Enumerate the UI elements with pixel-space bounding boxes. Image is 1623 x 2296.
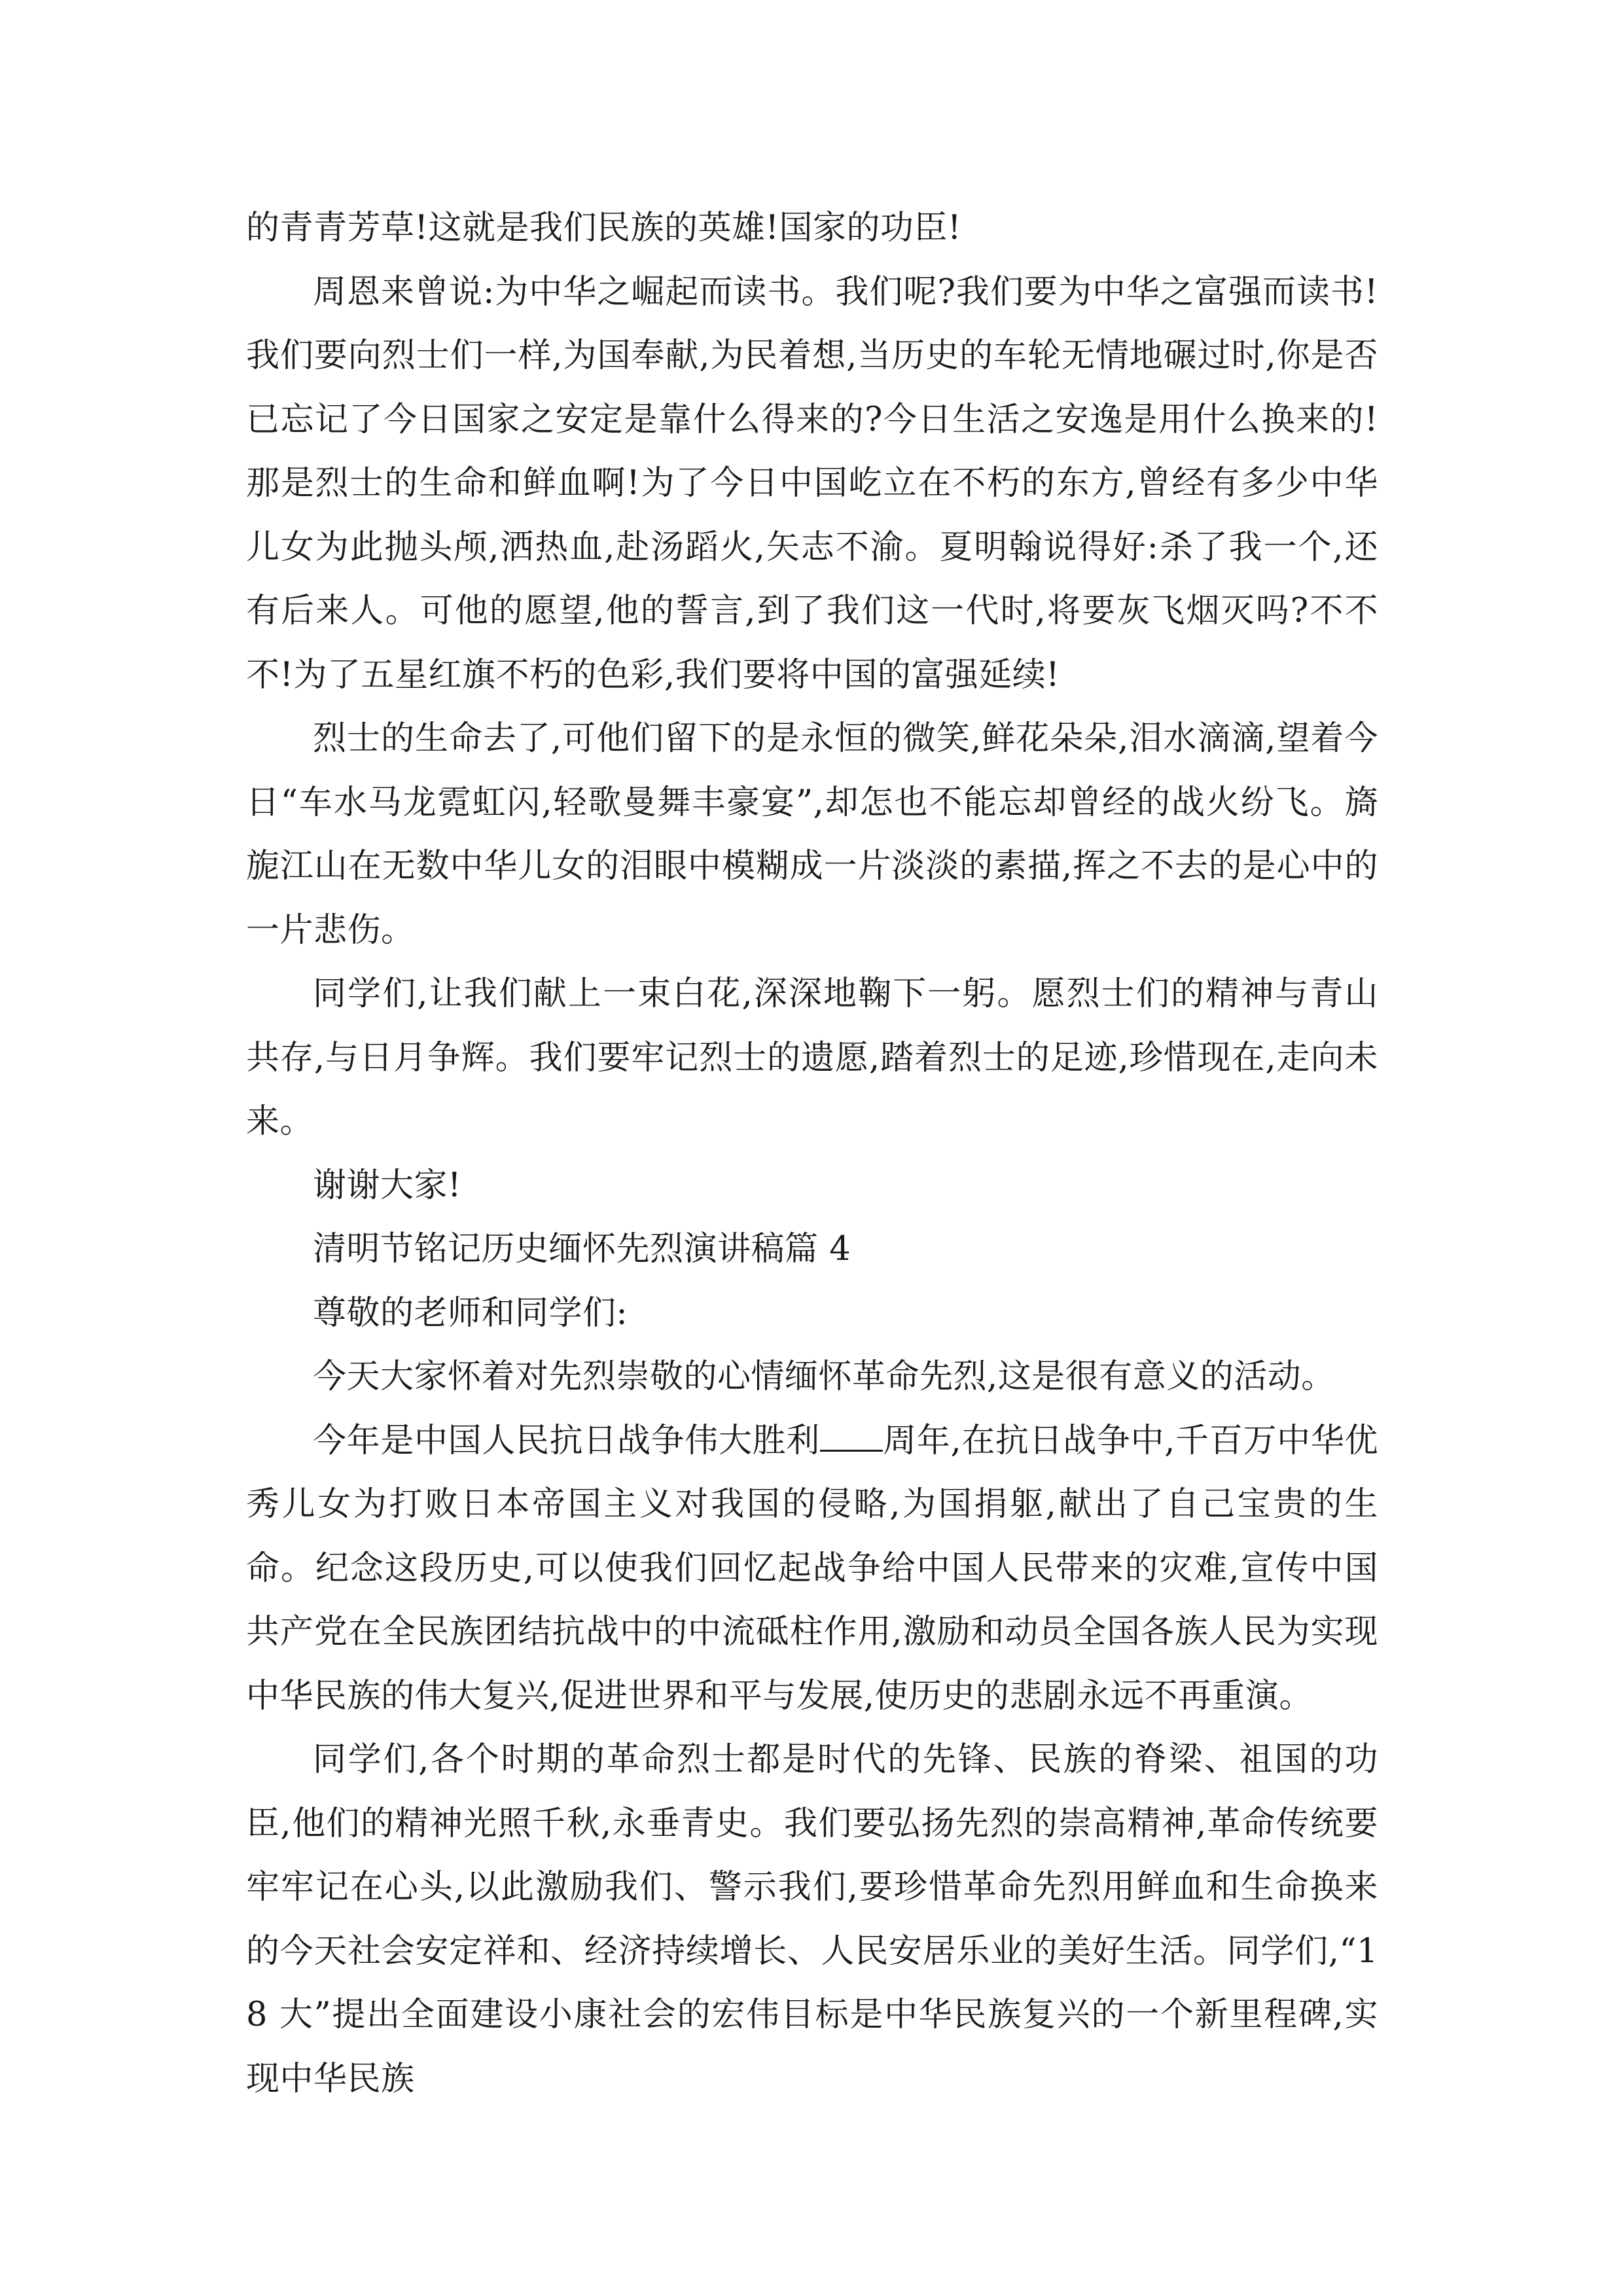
paragraph-revolutionary-spirit: 同学们,各个时期的革命烈士都是时代的先锋、民族的脊梁、祖国的功臣,他们的精神光照千秋,永垂青史。我们要弘扬先烈的崇高精神,革命传统要牢牢记在心头,以此激励我们、警示我们,要珍惜革命先烈用鲜血和生命换来的今天社会安定祥和、经济持续增长、人民安居乐业的美好生活。同学们,“18 大”提出全面建设小康社会的宏伟目标是中华民族复兴的一个新里程碑,实现中华民族: [246, 1740, 1378, 2098]
fill-in-blank: [820, 1424, 883, 1452]
paragraph-continuation: 的青青芳草!这就是我们民族的英雄!国家的功臣!: [246, 209, 961, 247]
paragraph-today: 今天大家怀着对先烈崇敬的心情缅怀革命先烈,这是很有意义的活动。: [313, 1357, 1335, 1396]
speech-title: 清明节铭记历史缅怀先烈演讲稿篇 4: [313, 1230, 851, 1268]
anniversary-text-after: 周年,在抗日战争中,千百万中华优秀儿女为打败日本帝国主义对我国的侵略,为国捐躯,献出了自己宝贵的生命。纪念这段历史,可以使我们回忆起战争给中国人民带来的灾难,宣传中国共产党在全民族团结抗战中的中流砥柱作用,激励和动员全国各族人民为实现中华民族的伟大复兴,促进世界和平与发展,使历史的悲剧永远不再重演。: [246, 1421, 1378, 1715]
paragraph-martyrs-smile: 烈士的生命去了,可他们留下的是永恒的微笑,鲜花朵朵,泪水滴滴,望着今日“车水马龙霓虹闪,轻歌曼舞丰豪宴”,却怎也不能忘却曾经的战火纷飞。旖旎江山在无数中华儿女的泪眼中模糊成一片淡淡的素描,挥之不去的是心中的一片悲伤。: [246, 719, 1378, 950]
anniversary-text-before: 今年是中国人民抗日战争伟大胜利: [313, 1421, 820, 1460]
paragraph-thanks: 谢谢大家!: [313, 1166, 461, 1205]
paragraph-anniversary: [246, 1409, 1378, 1729]
document-page: [246, 196, 1378, 2111]
paragraph-white-flowers: 同学们,让我们献上一束白花,深深地鞠下一躬。愿烈士们的精神与青山共存,与日月争辉。我们要牢记烈士的遗愿,踏着烈士的足迹,珍惜现在,走向未来。: [246, 975, 1378, 1141]
salutation: 尊敬的老师和同学们:: [313, 1293, 628, 1333]
paragraph-zhou-enlai: 周恩来曾说:为中华之崛起而读书。我们呢?我们要为中华之富强而读书!我们要向烈士们一样,为国奉献,为民着想,当历史的车轮无情地碾过时,你是否已忘记了今日国家之安定是靠什么得来的?今日生活之安逸是用什么换来的!那是烈士的生命和鲜血啊!为了今日中国屹立在不朽的东方,曾经有多少中华儿女为此抛头颅,洒热血,赴汤蹈火,矢志不渝。夏明翰说得好:杀了我一个,还有后来人。可他的愿望,他的誓言,到了我们这一代时,将要灰飞烟灭吗?不不不!为了五星红旗不朽的色彩,我们要将中国的富强延续!: [246, 272, 1378, 694]
